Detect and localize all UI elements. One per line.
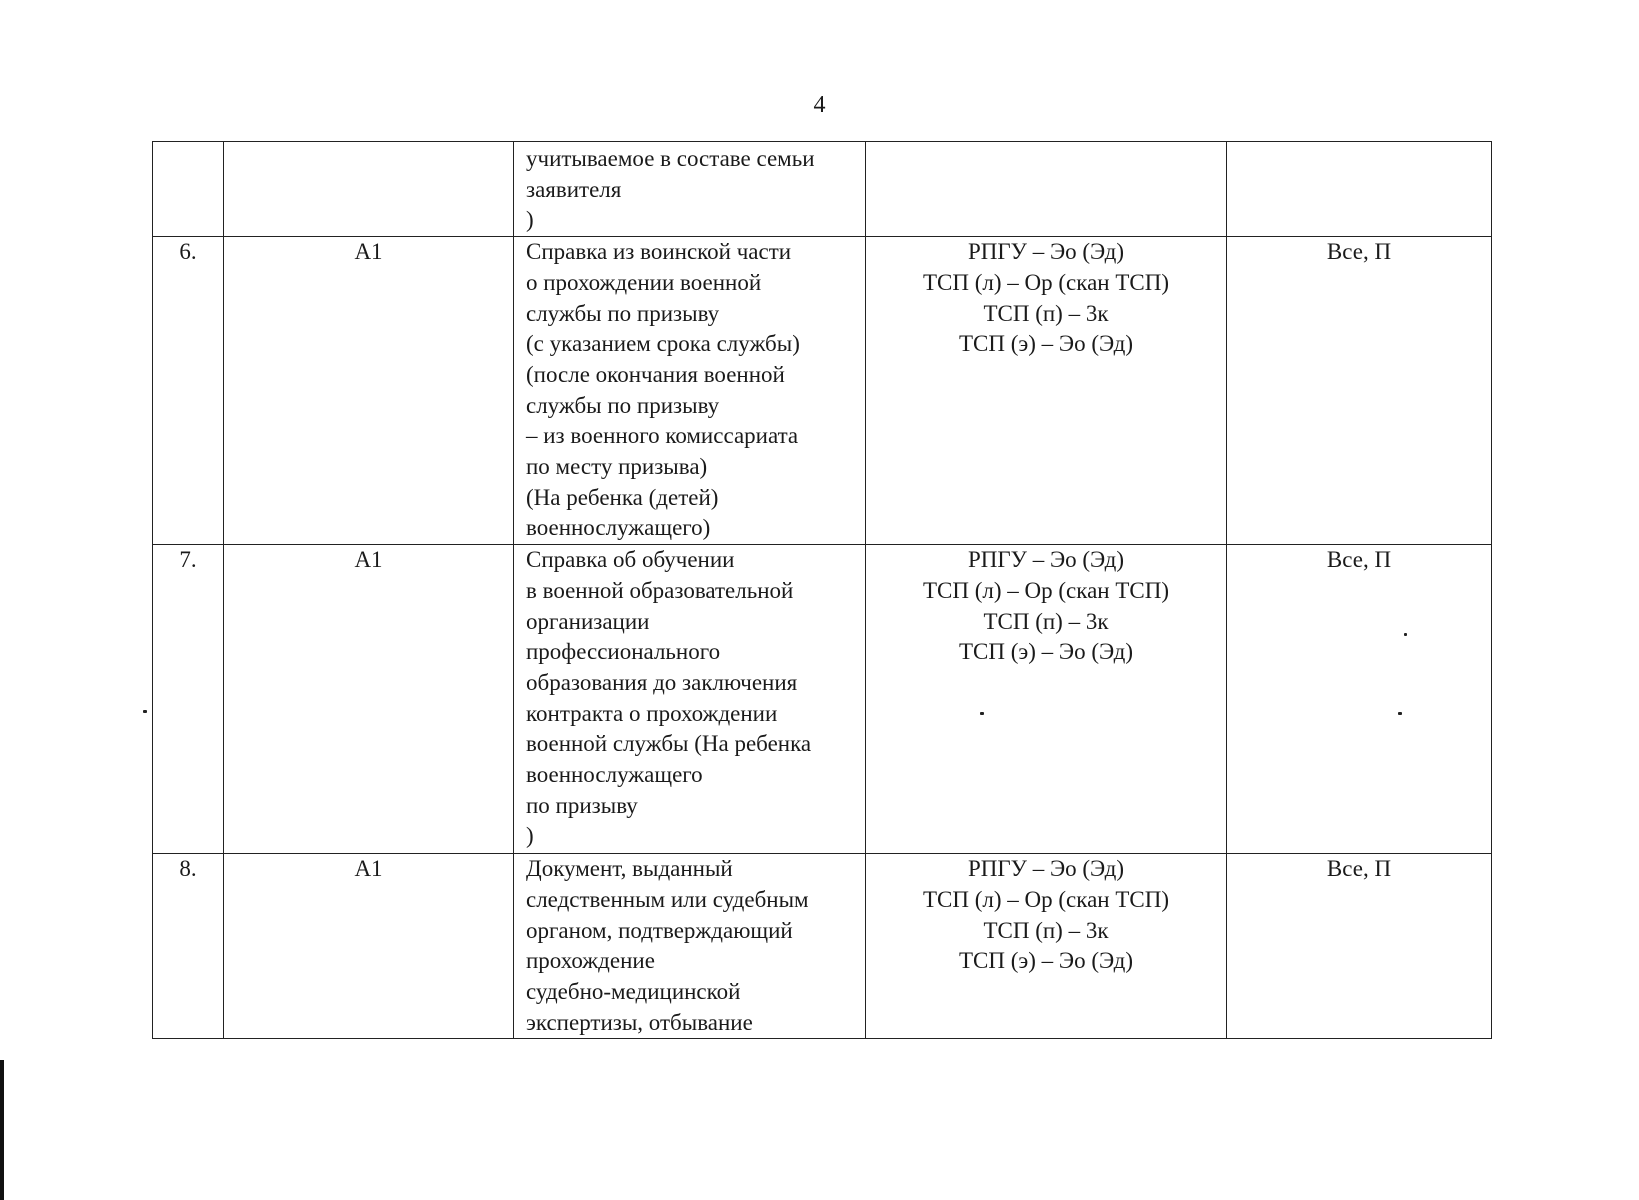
table-row (153, 854, 1492, 1039)
submission-method-line: ТСП (э) – Эо (Эд) (958, 948, 1133, 974)
document-name-line: органом, подтверждающий (526, 917, 793, 943)
document-name-line: Документ, выданный (526, 856, 733, 882)
page-number: 4 (813, 92, 826, 118)
scan-speck (1404, 633, 1407, 636)
applicants-cell (1227, 142, 1492, 237)
document-name-line: в военной образовательной (526, 577, 794, 603)
document-name-line: образования до заключения (526, 669, 798, 695)
row-number-cell: 8. (153, 854, 224, 1039)
table-row (153, 142, 1492, 237)
submission-method-line: ТСП (э) – Эо (Эд) (958, 331, 1133, 357)
row-number-cell (153, 142, 224, 237)
scan-speck (980, 712, 984, 715)
scan-speck (143, 710, 147, 713)
submission-methods-cell (866, 142, 1227, 237)
submission-method-line: РПГУ – Эо (Эд) (967, 856, 1125, 882)
submission-method-line: ТСП (л) – Ор (скан ТСП) (922, 886, 1170, 912)
document-name-line: военнослужащего (526, 762, 703, 788)
submission-method-line: ТСП (п) – 3к (983, 608, 1109, 634)
document-name-line: экспертизы, отбывание (526, 1009, 753, 1035)
document-name-line: о прохождении военной (526, 269, 762, 295)
document-name-line: военнослужащего) (526, 515, 711, 541)
documents-table (152, 141, 1492, 1039)
document-name-line: ) (526, 207, 534, 233)
document-name-line: службы по призыву (526, 300, 720, 326)
submission-methods-cell (866, 545, 1227, 854)
document-name-line: контракта о прохождении (526, 700, 778, 726)
row-number-cell: 6. (153, 237, 224, 545)
document-name-line: Справка из воинской части (526, 239, 792, 265)
scan-edge-mark (0, 1060, 4, 1200)
submission-method-line: ТСП (п) – 3к (983, 300, 1109, 326)
document-name-cell (514, 545, 866, 854)
document-name-line: прохождение (526, 948, 655, 974)
submission-method-line: РПГУ – Эо (Эд) (967, 547, 1125, 573)
row-number-cell: 7. (153, 545, 224, 854)
submission-methods-cell (866, 854, 1227, 1039)
submission-method-line: ТСП (э) – Эо (Эд) (958, 639, 1133, 665)
document-name-line: по призыву (526, 792, 638, 818)
submission-method-line: РПГУ – Эо (Эд) (967, 239, 1125, 265)
document-name-line: – из военного комиссариата (526, 423, 799, 449)
document-name-line: учитываемое в составе семьи (526, 146, 815, 171)
document-name-cell (514, 142, 866, 237)
document-code-cell: А1 (224, 545, 514, 854)
submission-method-line: ТСП (п) – 3к (983, 917, 1109, 943)
scan-speck (1398, 712, 1402, 715)
document-name-line: военной службы (На ребенка (526, 731, 812, 757)
document-name-line: организации (526, 608, 650, 634)
submission-methods-cell (866, 237, 1227, 545)
document-name-line: (На ребенка (детей) (526, 484, 719, 510)
document-name-line: следственным или судебным (526, 886, 809, 912)
applicants-cell: Все, П (1227, 545, 1492, 854)
document-name-line: заявителя (526, 176, 622, 202)
document-name-line: (после окончания военной (526, 361, 785, 387)
applicants-cell: Все, П (1227, 237, 1492, 545)
document-name-line: по месту призыва) (526, 454, 708, 480)
submission-method-line: ТСП (л) – Ор (скан ТСП) (922, 269, 1170, 295)
document-name-line: судебно-медицинской (526, 978, 741, 1004)
submission-method-line: ТСП (л) – Ор (скан ТСП) (922, 577, 1170, 603)
document-name-cell (514, 854, 866, 1039)
document-name-line: службы по призыву (526, 392, 720, 418)
document-name-line: профессионального (526, 639, 721, 665)
document-code-cell: А1 (224, 237, 514, 545)
table-row (153, 237, 1492, 545)
document-name-line: ) (526, 823, 534, 849)
document-name-line: Справка об обучении (526, 547, 735, 573)
document-code-cell (224, 142, 514, 237)
document-name-line: (с указанием срока службы) (526, 331, 800, 357)
document-code-cell: А1 (224, 854, 514, 1039)
applicants-cell: Все, П (1227, 854, 1492, 1039)
document-name-cell (514, 237, 866, 545)
table-row (153, 545, 1492, 854)
